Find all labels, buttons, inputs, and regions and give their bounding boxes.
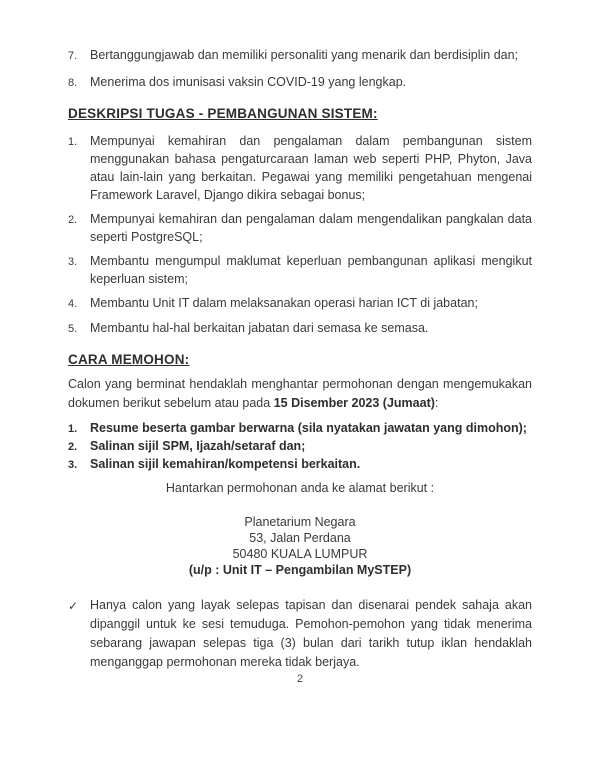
- list-item-text: Menerima dos imunisasi vaksin COVID-19 yang lengkap.: [90, 75, 407, 89]
- task-item-3: [68, 252, 532, 288]
- address-block: [68, 514, 532, 578]
- section-heading-apply: CARA MEMOHON:: [68, 352, 190, 367]
- task-item-4: [68, 294, 532, 313]
- note-paragraph: [68, 596, 532, 672]
- note-text: Hanya calon yang layak selepas tapisan dan disenarai pendek sahaja akan dipanggil untuk ke sesi temuduga. Pemohon-pemohon yang tidak menerima sebarang jawapan selepas tiga (3) bulan dari tarikh tutup iklan hendaklah menganggap permohonan mereka tidak berjaya.: [90, 598, 532, 669]
- deadline-date: 15 Disember 2023 (Jumaat): [273, 396, 435, 410]
- list-number: 3.: [68, 459, 78, 471]
- list-number: 7.: [68, 50, 78, 62]
- section-heading-tasks: DESKRIPSI TUGAS - PEMBANGUNAN SISTEM:: [68, 106, 378, 121]
- page-number: 2: [296, 673, 304, 685]
- list-number: 5.: [68, 323, 78, 335]
- task-item-text: Mempunyai kemahiran dan pengalaman dalam pembangunan sistem menggunakan bahasa pengaturcaraan laman web seperti PHP, Phyton, Java atau lain-lain yang berkaitan. Pegawai yang memiliki pengetahuan mengenai Framework Laravel, Django dikira sebagai bonus;: [90, 134, 532, 202]
- address-line-1: Planetarium Negara: [244, 515, 356, 529]
- document-item-3: [68, 456, 532, 474]
- document-item-text: Resume beserta gambar berwarna (sila nyatakan jawatan yang dimohon);: [90, 421, 527, 435]
- document-item-text: Salinan sijil SPM, Ijazah/setaraf dan;: [90, 439, 306, 453]
- task-item-text: Membantu mengumpul maklumat keperluan pembangunan aplikasi mengikut keperluan sistem;: [90, 254, 532, 286]
- task-item-text: Mempunyai kemahiran dan pengalaman dalam mengendalikan pangkalan data seperti PostgreSQL;: [90, 212, 532, 244]
- list-number: 4.: [68, 298, 78, 310]
- list-number: 2.: [68, 214, 78, 226]
- list-item-7: [68, 46, 532, 65]
- send-instruction: Hantarkan permohonan anda ke alamat berikut :: [165, 481, 435, 495]
- list-item-text: Bertanggungjawab dan memiliki personaliti yang menarik dan berdisiplin dan;: [90, 48, 519, 62]
- list-number: 1.: [68, 136, 78, 148]
- document-item-1: [68, 420, 532, 438]
- check-mark-icon: ✓: [68, 599, 79, 613]
- document-item-text: Salinan sijil kemahiran/kompetensi berkaitan.: [90, 457, 361, 471]
- task-item-1: [68, 132, 532, 204]
- apply-intro-paragraph: [68, 375, 532, 413]
- list-item-8: [68, 73, 532, 92]
- task-item-5: [68, 319, 532, 338]
- task-item-2: [68, 210, 532, 246]
- address-line-2: 53, Jalan Perdana: [249, 531, 351, 545]
- document-item-2: [68, 438, 532, 456]
- apply-intro-colon: :: [434, 396, 439, 410]
- list-number: 8.: [68, 77, 78, 89]
- address-line-3: 50480 KUALA LUMPUR: [232, 547, 368, 561]
- list-number: 1.: [68, 423, 78, 435]
- apply-intro-text: Calon yang berminat hendaklah menghantar permohonan dengan mengemukakan dokumen berikut sebelum atau pada: [68, 377, 532, 410]
- address-attention-line: (u/p : Unit IT – Pengambilan MySTEP): [188, 563, 412, 577]
- list-number: 3.: [68, 256, 78, 268]
- list-number: 2.: [68, 441, 78, 453]
- task-item-text: Membantu Unit IT dalam melaksanakan operasi harian ICT di jabatan;: [90, 296, 478, 310]
- task-item-text: Membantu hal-hal berkaitan jabatan dari semasa ke semasa.: [90, 321, 429, 335]
